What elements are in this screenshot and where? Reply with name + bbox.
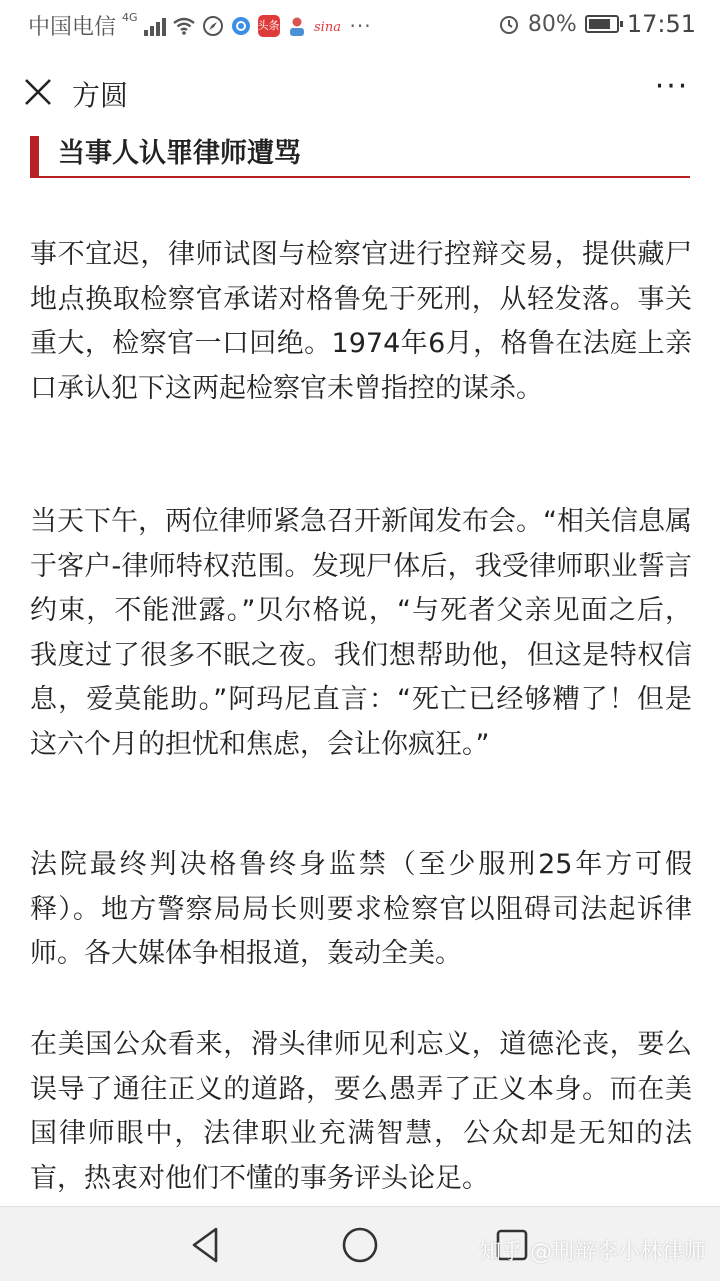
sina-icon: [314, 15, 344, 37]
home-circle-icon: [338, 1223, 382, 1267]
close-button[interactable]: [18, 70, 58, 114]
alarm-icon: [498, 13, 520, 35]
watermark: 知乎 @刑辩李小林律师: [479, 1240, 706, 1265]
clock: 17:51: [626, 10, 696, 38]
status-bar: [0, 0, 720, 50]
article-paragraph: 事不宜迟，律师试图与检察官进行控辩交易，提供藏尸地点换取检察官承诺对格鲁免于死刑，从轻发落。事关重大，检察官一口回绝。1974年6月，格鲁在法庭上亲口承认犯下这两起检察官未曾指控的谋杀。: [30, 239, 692, 404]
svg-text:sina: sina: [313, 19, 341, 35]
back-triangle-icon: [184, 1223, 228, 1267]
status-right: [498, 10, 696, 38]
navigation-bar: [0, 1206, 720, 1281]
status-left: [28, 10, 372, 41]
browser-icon: [230, 15, 252, 37]
title-bar: [0, 50, 720, 136]
more-options-button[interactable]: ···: [654, 69, 690, 104]
home-button[interactable]: [338, 1223, 382, 1267]
page-title: 方圆: [72, 79, 129, 112]
article-paragraph: 在美国公众看来，滑头律师见利忘义，道德沦丧，要么误导了通往正义的道路，要么愚弄了正义本身。而在美国律师眼中，法律职业充满智慧，公众却是无知的法盲，热衷对他们不懂的事务评头论足。: [30, 1029, 692, 1194]
article-paragraph: 法院最终判决格鲁终身监禁（至少服刑25年方可假释）。地方警察局局长则要求检察官以阻碍司法起诉律师。各大媒体争相报道，轰动全美。: [30, 849, 692, 969]
article-content: [0, 136, 720, 1206]
network-type: 4G: [122, 11, 138, 24]
compass-icon: [202, 15, 224, 37]
more-notifications-icon: ···: [349, 13, 372, 38]
person-icon: [286, 15, 308, 37]
section-accent-bar: [30, 136, 39, 176]
section-header: [30, 136, 690, 178]
battery-percent: 80%: [527, 11, 577, 37]
back-button[interactable]: [184, 1223, 228, 1267]
battery-icon: [585, 15, 619, 33]
article-paragraph: 当天下午，两位律师紧急召开新闻发布会。“相关信息属于客户-律师特权范围。发现尸体后，我受律师职业誓言约束，不能泄露。”贝尔格说，“与死者父亲见面之后，我度过了很多不眠之夜。我们想帮助他，但这是特权信息，爱莫能助。”阿玛尼直言：“死亡已经够糟了！但是这六个月的担忧和焦虑，会让你疯狂。”: [30, 506, 692, 760]
section-title: 当事人认罪律师遭骂: [58, 138, 301, 169]
carrier-name: 中国电信: [28, 15, 117, 40]
wifi-icon: [172, 16, 196, 36]
battery-fill: [589, 19, 610, 29]
close-icon: [18, 70, 58, 114]
signal-icon: [144, 16, 166, 36]
toutiao-icon: 头条: [258, 15, 280, 37]
